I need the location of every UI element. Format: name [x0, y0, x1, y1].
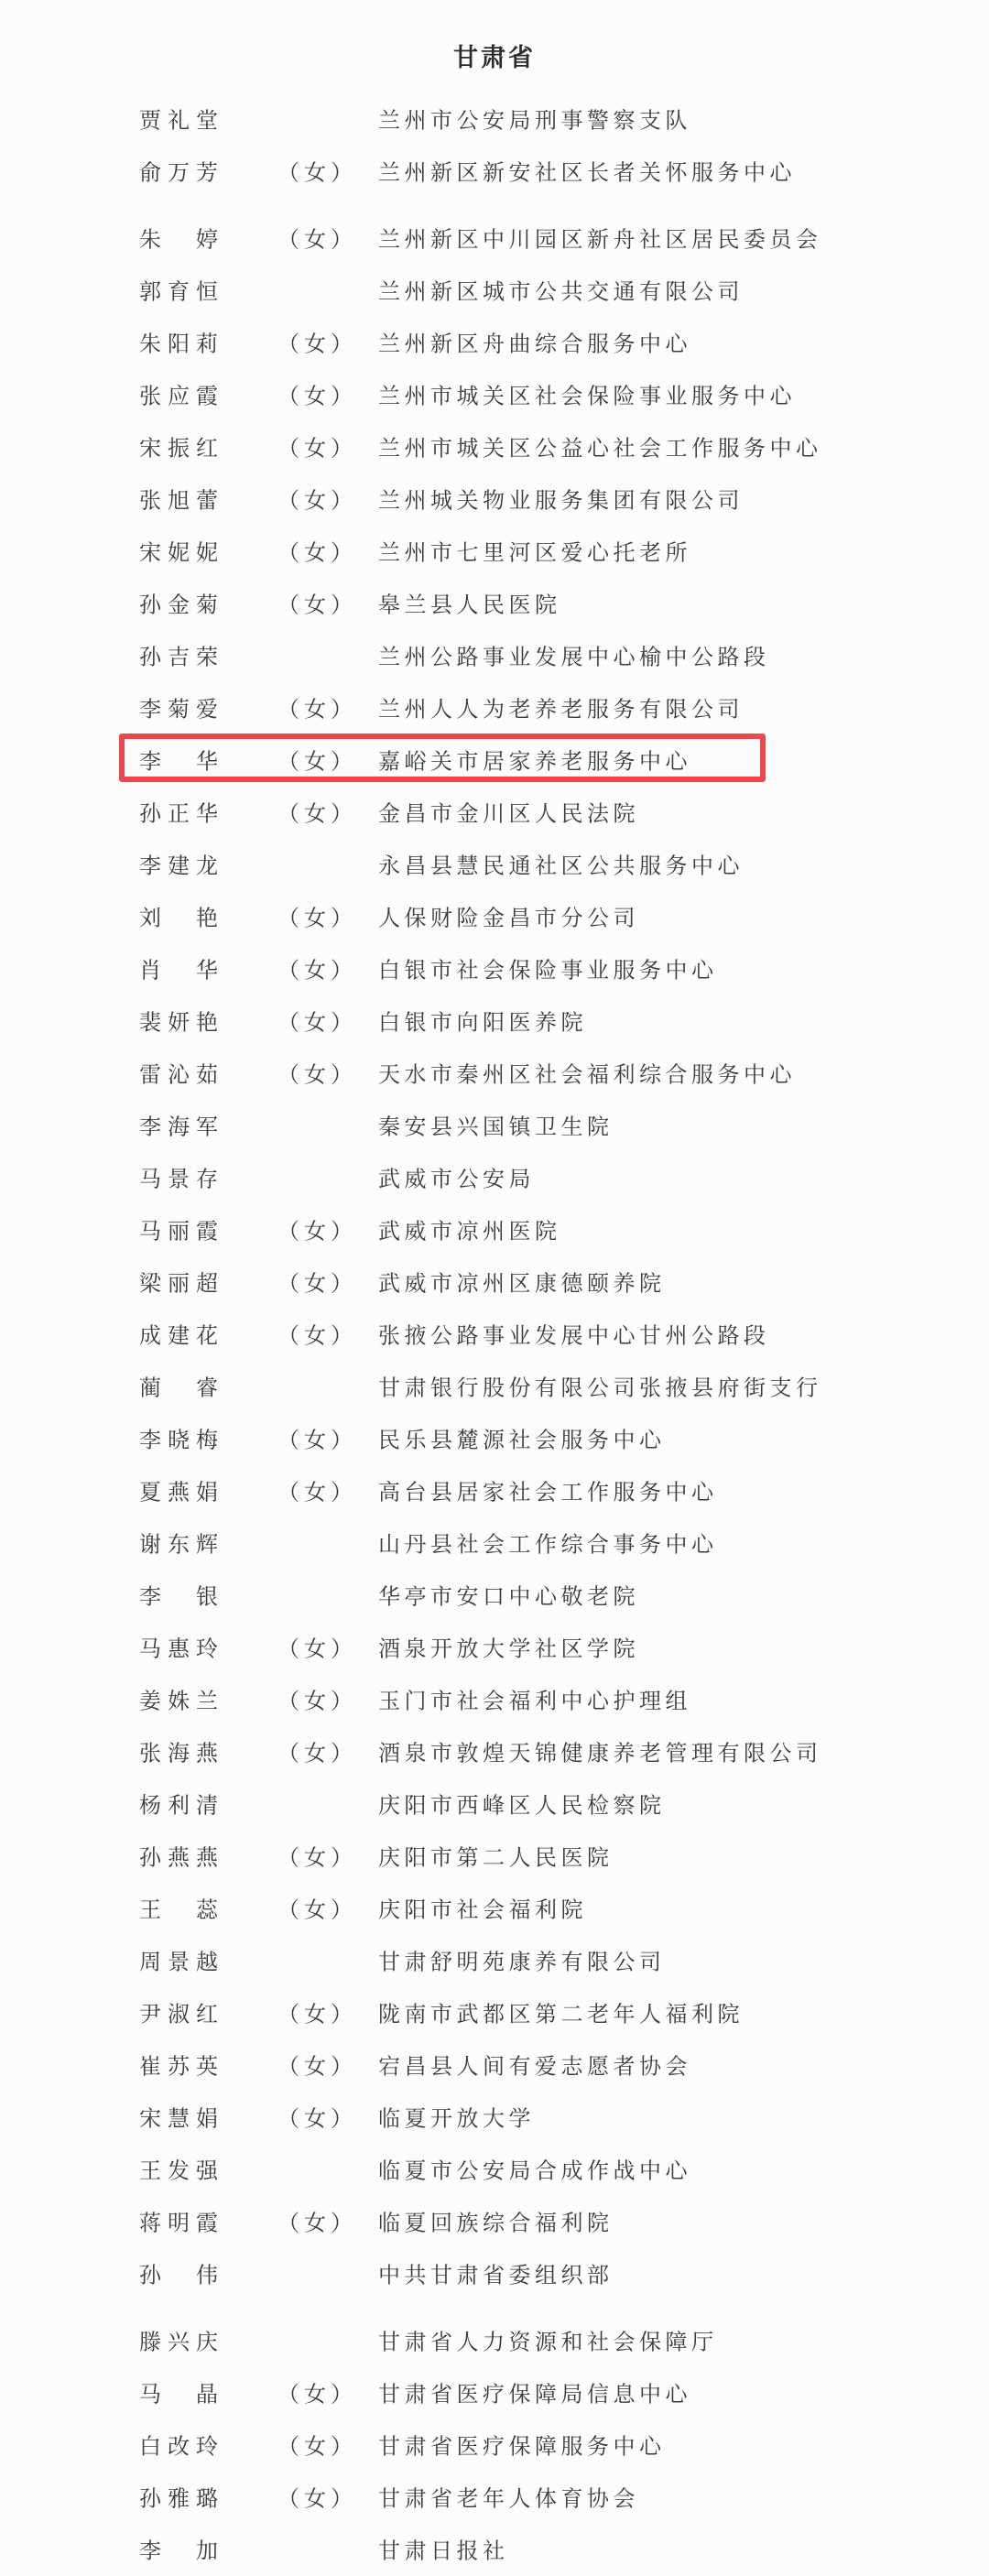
list-item: [0, 1620, 989, 1672]
list-item: [0, 2038, 989, 2090]
list-item: [0, 1672, 989, 1724]
gender-label: （女）: [277, 489, 357, 513]
organization-name: 武威市公安局: [378, 1168, 535, 1191]
organization-name: 酒泉开放大学社区学院: [378, 1637, 639, 1661]
gender-label: （女）: [277, 2383, 357, 2407]
person-name: 李菊爱: [139, 698, 224, 722]
list-item: [0, 2313, 989, 2365]
person-name: 郭育恒: [139, 280, 224, 304]
organization-name: 庆阳市第二人民医院: [378, 1846, 614, 1870]
organization-name: 人保财险金昌市分公司: [378, 907, 639, 930]
organization-name: 兰州人人为老养老服务有限公司: [378, 698, 744, 722]
list-item: [0, 1046, 989, 1098]
list-item: [0, 1777, 989, 1829]
list-item: [0, 2246, 989, 2299]
gender-label: （女）: [277, 2003, 357, 2027]
person-name: 尹淑红: [139, 2003, 224, 2027]
list-item: [0, 144, 989, 196]
list-item: [0, 263, 989, 315]
list-item: [0, 2194, 989, 2246]
organization-name: 兰州新区新安社区长者关怀服务中心: [378, 161, 796, 185]
list-item: [0, 941, 989, 994]
list-item: [0, 628, 989, 680]
list-item: [0, 2522, 989, 2574]
gender-label: （女）: [277, 1272, 357, 1296]
list-item: [0, 1933, 989, 1985]
gender-label: （女）: [277, 1063, 357, 1087]
gender-label: （女）: [277, 2487, 357, 2511]
organization-name: 白银市向阳医养院: [378, 1011, 587, 1035]
list-item: [0, 837, 989, 889]
organization-name: 武威市凉州区康德颐养院: [378, 1272, 666, 1296]
gender-label: （女）: [277, 1011, 357, 1035]
person-name: 刘 艳: [139, 907, 224, 930]
list-item: [0, 1985, 989, 2038]
person-name: 白改玲: [139, 2435, 224, 2459]
organization-name: 甘肃舒明苑康养有限公司: [378, 1951, 666, 1974]
person-name: 雷沁茹: [139, 1063, 224, 1087]
person-name: 孙燕燕: [139, 1846, 224, 1870]
list-item: [0, 92, 989, 144]
person-name: 孙 伟: [139, 2264, 224, 2288]
person-name: 蔺 睿: [139, 1376, 224, 1400]
list-item-highlighted: [0, 733, 989, 785]
organization-name: 甘肃银行股份有限公司张掖县府街支行: [378, 1376, 822, 1400]
person-name: 孙吉荣: [139, 646, 224, 669]
organization-name: 庆阳市社会福利院: [378, 1898, 587, 1922]
list-item: [0, 1829, 989, 1881]
person-name: 俞万芳: [139, 161, 224, 185]
list-item: [0, 994, 989, 1046]
list-item: [0, 1568, 989, 1620]
list-item: [0, 472, 989, 524]
list-item: [0, 889, 989, 941]
organization-name: 兰州市城关区公益心社会工作服务中心: [378, 437, 822, 461]
list-item: [0, 2142, 989, 2194]
gender-label: （女）: [277, 437, 357, 461]
organization-name: 皋兰县人民医院: [378, 593, 561, 617]
organization-name: 甘肃省老年人体育协会: [378, 2487, 639, 2511]
organization-name: 甘肃日报社: [378, 2539, 509, 2563]
gender-label: （女）: [277, 1637, 357, 1661]
person-name: 姜姝兰: [139, 1690, 224, 1713]
person-name: 梁丽超: [139, 1272, 224, 1296]
gender-label: （女）: [277, 593, 357, 617]
person-name: 王 蕊: [139, 1898, 224, 1922]
organization-name: 高台县居家社会工作服务中心: [378, 1481, 718, 1505]
person-name: 滕兴庆: [139, 2331, 224, 2354]
gender-label: （女）: [277, 385, 357, 408]
person-name: 朱 婷: [139, 228, 224, 252]
list-item: [0, 680, 989, 733]
person-name: 孙雅璐: [139, 2487, 224, 2511]
list-item: [0, 1307, 989, 1359]
gender-label: （女）: [277, 1846, 357, 1870]
gender-label: （女）: [277, 1742, 357, 1766]
organization-name: 庆阳市西峰区人民检察院: [378, 1794, 666, 1818]
organization-name: 中共甘肃省委组织部: [378, 2264, 614, 2288]
organization-name: 民乐县麓源社会服务中心: [378, 1429, 666, 1452]
organization-name: 嘉峪关市居家养老服务中心: [378, 750, 691, 774]
organization-name: 临夏市公安局合成作战中心: [378, 2159, 691, 2183]
organization-name: 兰州新区舟曲综合服务中心: [378, 332, 691, 356]
organization-name: 华亭市安口中心敬老院: [378, 1585, 639, 1609]
list-item: [0, 524, 989, 576]
person-name: 李海军: [139, 1115, 224, 1139]
gender-label: （女）: [277, 698, 357, 722]
person-name: 成建花: [139, 1324, 224, 1348]
person-name: 马丽霞: [139, 1220, 224, 1244]
organization-name: 兰州新区城市公共交通有限公司: [378, 280, 744, 304]
award-list: [0, 92, 989, 2574]
person-name: 李 华: [139, 750, 224, 774]
gender-label: （女）: [277, 959, 357, 983]
organization-name: 天水市秦州区社会福利综合服务中心: [378, 1063, 796, 1087]
page-title: 甘肃省: [453, 44, 536, 72]
list-item: [0, 1202, 989, 1255]
organization-name: 甘肃省医疗保障局信息中心: [378, 2383, 691, 2407]
organization-name: 兰州市七里河区爱心托老所: [378, 541, 691, 565]
organization-name: 山丹县社会工作综合事务中心: [378, 1533, 718, 1557]
list-item: [0, 2365, 989, 2418]
list-item: [0, 1098, 989, 1150]
organization-name: 金昌市金川区人民法院: [378, 802, 639, 826]
list-item: [0, 1516, 989, 1568]
gender-label: （女）: [277, 1898, 357, 1922]
person-name: 肖 华: [139, 959, 224, 983]
organization-name: 临夏开放大学: [378, 2107, 535, 2131]
gender-label: （女）: [277, 2435, 357, 2459]
gender-label: （女）: [277, 161, 357, 185]
person-name: 李建龙: [139, 854, 224, 878]
list-item: [0, 2470, 989, 2522]
organization-name: 兰州市城关区社会保险事业服务中心: [378, 385, 796, 408]
list-item: [0, 1463, 989, 1516]
person-name: 裴妍艳: [139, 1011, 224, 1035]
organization-name: 甘肃省人力资源和社会保障厅: [378, 2331, 718, 2354]
person-name: 李晓梅: [139, 1429, 224, 1452]
gender-label: （女）: [277, 332, 357, 356]
person-name: 张应霞: [139, 385, 224, 408]
person-name: 马景存: [139, 1168, 224, 1191]
gender-label: （女）: [277, 1220, 357, 1244]
person-name: 张海燕: [139, 1742, 224, 1766]
person-name: 夏燕娟: [139, 1481, 224, 1505]
list-item: [0, 785, 989, 837]
person-name: 宋慧娟: [139, 2107, 224, 2131]
list-item: [0, 1724, 989, 1777]
person-name: 宋妮妮: [139, 541, 224, 565]
person-name: 马惠玲: [139, 1637, 224, 1661]
gender-label: （女）: [277, 1481, 357, 1505]
list-item: [0, 2418, 989, 2470]
person-name: 马 晶: [139, 2383, 224, 2407]
list-item: [0, 1359, 989, 1411]
person-name: 朱阳莉: [139, 332, 224, 356]
organization-name: 张掖公路事业发展中心甘州公路段: [378, 1324, 770, 1348]
gender-label: （女）: [277, 541, 357, 565]
person-name: 周景越: [139, 1951, 224, 1974]
gender-label: （女）: [277, 1324, 357, 1348]
list-item: [0, 315, 989, 367]
person-name: 王发强: [139, 2159, 224, 2183]
list-item: [0, 211, 989, 263]
organization-name: 临夏回族综合福利院: [378, 2212, 614, 2235]
gender-label: （女）: [277, 750, 357, 774]
list-item: [0, 1411, 989, 1463]
list-item: [0, 1255, 989, 1307]
organization-name: 甘肃省医疗保障服务中心: [378, 2435, 666, 2459]
organization-name: 兰州市公安局刑事警察支队: [378, 109, 691, 133]
person-name: 谢东辉: [139, 1533, 224, 1557]
organization-name: 玉门市社会福利中心护理组: [378, 1690, 691, 1713]
organization-name: 秦安县兴国镇卫生院: [378, 1115, 614, 1139]
person-name: 孙正华: [139, 802, 224, 826]
gender-label: （女）: [277, 1429, 357, 1452]
person-name: 贾礼堂: [139, 109, 224, 133]
list-item: [0, 367, 989, 419]
gender-label: （女）: [277, 2107, 357, 2131]
gender-label: （女）: [277, 907, 357, 930]
list-item: [0, 419, 989, 472]
organization-name: 陇南市武都区第二老年人福利院: [378, 2003, 744, 2027]
gender-label: （女）: [277, 2055, 357, 2079]
gender-label: （女）: [277, 802, 357, 826]
person-name: 李 银: [139, 1585, 224, 1609]
person-name: 宋振红: [139, 437, 224, 461]
person-name: 张旭蕾: [139, 489, 224, 513]
person-name: 孙金菊: [139, 593, 224, 617]
person-name: 崔苏英: [139, 2055, 224, 2079]
list-item: [0, 1150, 989, 1202]
organization-name: 兰州城关物业服务集团有限公司: [378, 489, 744, 513]
list-item: [0, 2090, 989, 2142]
person-name: 李 加: [139, 2539, 224, 2563]
organization-name: 白银市社会保险事业服务中心: [378, 959, 718, 983]
organization-name: 武威市凉州医院: [378, 1220, 561, 1244]
list-item: [0, 576, 989, 628]
gender-label: （女）: [277, 1690, 357, 1713]
gender-label: （女）: [277, 228, 357, 252]
gender-label: （女）: [277, 2212, 357, 2235]
list-item: [0, 1881, 989, 1933]
organization-name: 兰州公路事业发展中心榆中公路段: [378, 646, 770, 669]
person-name: 蒋明霞: [139, 2212, 224, 2235]
organization-name: 永昌县慧民通社区公共服务中心: [378, 854, 744, 878]
person-name: 杨利清: [139, 1794, 224, 1818]
organization-name: 宕昌县人间有爱志愿者协会: [378, 2055, 691, 2079]
organization-name: 酒泉市敦煌天锦健康养老管理有限公司: [378, 1742, 822, 1766]
organization-name: 兰州新区中川园区新舟社区居民委员会: [378, 228, 822, 252]
